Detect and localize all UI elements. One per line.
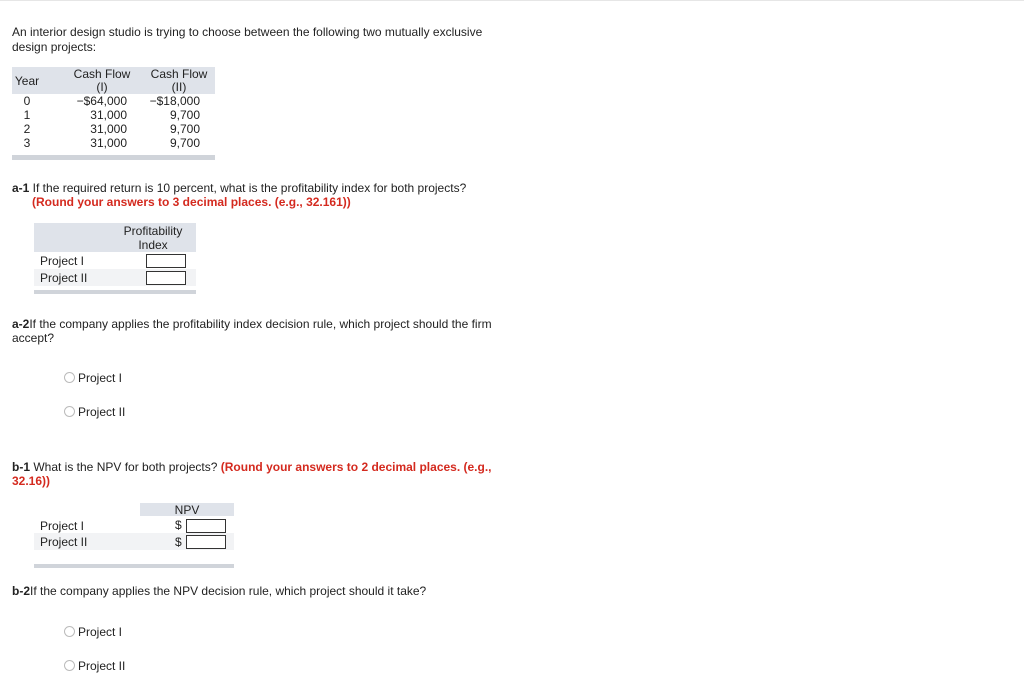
row1-cf1: 31,000: [90, 108, 127, 122]
table-footer-bar: [12, 155, 215, 160]
question-a2: [12, 317, 512, 345]
question-b2-text: If the company applies the NPV decision rule, which project should it take?: [30, 584, 427, 598]
npv-row-project-2: [34, 533, 234, 550]
table-footer-bar: [34, 290, 196, 294]
row3-cf1: 31,000: [90, 136, 127, 150]
header-cf1-line2: (I): [96, 80, 108, 94]
row2-year: 2: [23, 122, 31, 136]
row3-cf2: 9,700: [169, 136, 200, 150]
header-cf2-line2: (II): [171, 80, 187, 94]
question-a2-label: a-2: [12, 317, 30, 331]
npv-header: NPV: [174, 503, 200, 517]
npv-project-2-input[interactable]: [186, 535, 226, 549]
pi-project-1-input[interactable]: [146, 254, 186, 268]
npv-table: [34, 503, 234, 568]
radio-circle-icon[interactable]: [64, 372, 75, 383]
question-a1-hint: (Round your answers to 3 decimal places. (e.g., 32.161)): [32, 195, 351, 209]
currency-symbol: $: [175, 535, 182, 549]
table-footer-bar: [34, 564, 234, 568]
question-b2: [12, 584, 512, 598]
pi-row-project-1: [34, 252, 196, 269]
problem-intro: An interior design studio is trying to choose between the following two mutually exclusive design projects:: [12, 25, 483, 54]
npv-row-label: Project II: [40, 535, 88, 549]
radio-circle-icon[interactable]: [64, 406, 75, 417]
cash-flow-table-header: [12, 67, 215, 94]
npv-row-project-1: [34, 516, 234, 533]
question-a1: [12, 181, 512, 209]
question-a2-text: If the company applies the profitability index decision rule, which project should the firm accept?: [12, 317, 492, 345]
radio-circle-icon[interactable]: [64, 626, 75, 637]
pi-row-project-2: [34, 269, 196, 286]
radio-circle-icon[interactable]: [64, 660, 75, 671]
pi-row-label: Project I: [40, 254, 85, 268]
radio-label: Project I: [78, 371, 123, 385]
radio-label: Project I: [78, 625, 123, 639]
currency-symbol: $: [175, 518, 182, 532]
npv-table-header: [34, 503, 234, 516]
top-divider: [0, 0, 1024, 1]
row0-year: 0: [23, 94, 31, 108]
row2-cf2: 9,700: [169, 122, 200, 136]
pi-header-line1: Profitability: [123, 224, 183, 238]
radio-label: Project II: [78, 659, 126, 673]
question-b1-label: b-1: [12, 460, 30, 474]
b2-option-project-1[interactable]: [64, 625, 122, 639]
header-cf2-line1: Cash Flow: [150, 67, 208, 81]
profitability-index-table: [34, 223, 196, 294]
question-b1-hint: (Round your answers to 2 decimal places. (e.g., 32.16)): [12, 460, 492, 488]
row0-cf1: −$64,000: [76, 94, 127, 108]
pi-row-label: Project II: [40, 271, 88, 285]
row1-cf2: 9,700: [169, 108, 200, 122]
header-cf1-line1: Cash Flow: [73, 67, 131, 81]
pi-project-2-input[interactable]: [146, 271, 186, 285]
question-b2-label: b-2: [12, 584, 30, 598]
row2-cf1: 31,000: [90, 122, 127, 136]
a2-option-project-2[interactable]: [64, 405, 125, 419]
b2-option-project-2[interactable]: [64, 659, 125, 673]
question-a1-label: a-1: [12, 181, 30, 195]
npv-project-1-input[interactable]: [186, 519, 226, 533]
cash-flow-table: [12, 67, 215, 160]
radio-label: Project II: [78, 405, 126, 419]
npv-row-label: Project I: [40, 519, 85, 533]
header-year: Year: [14, 74, 40, 88]
row1-year: 1: [23, 108, 31, 122]
question-b1-text: What is the NPV for both projects?: [30, 460, 221, 474]
row3-year: 3: [23, 136, 31, 150]
question-b1: [12, 460, 512, 488]
row0-cf2: −$18,000: [149, 94, 200, 108]
a2-option-project-1[interactable]: [64, 371, 122, 385]
pi-header-line2: Index: [138, 238, 168, 252]
pi-table-header: [34, 223, 196, 252]
question-a1-text: If the required return is 10 percent, what is the profitability index for both projects?: [29, 181, 467, 195]
